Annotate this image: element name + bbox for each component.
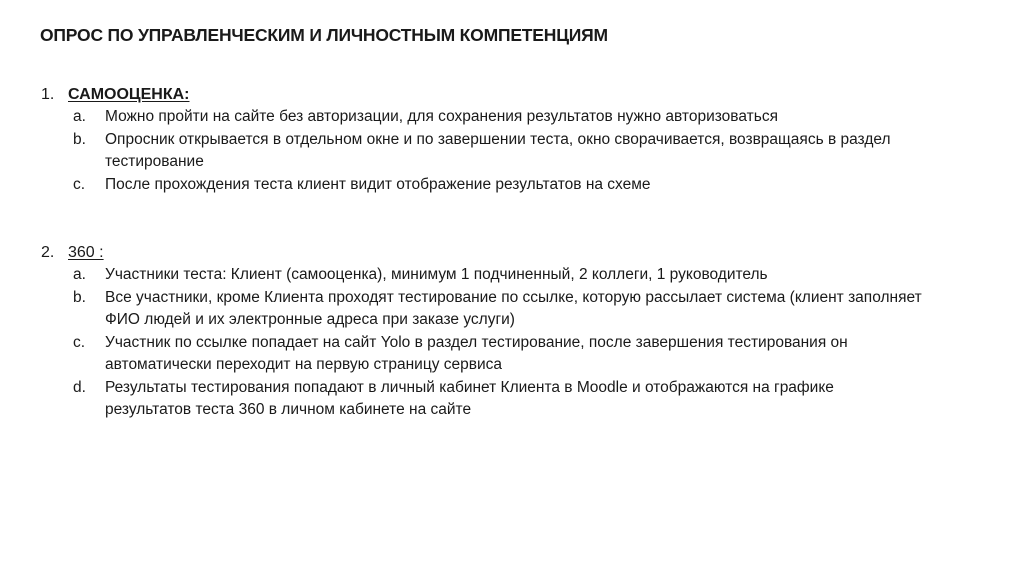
section-self-assessment: [40, 83, 984, 196]
section-360: [40, 241, 984, 422]
item-text: Можно пройти на сайте без авторизации, для сохранения результатов нужно авторизоваться: [105, 108, 778, 125]
list-item: [40, 106, 984, 129]
section-header: [40, 83, 984, 106]
item-text: Все участники, кроме Клиента проходят тестирование по ссылке, которую рассылает система (клиент заполняет ФИО людей и их электронные адреса при заказе услуги): [105, 288, 922, 328]
list-item: [40, 377, 984, 422]
item-letter: b.: [73, 288, 86, 306]
slide-title: ОПРОС ПО УПРАВЛЕНЧЕСКИМ И ЛИЧНОСТНЫМ КОМПЕТЕНЦИЯМ: [40, 25, 608, 45]
list-item: [40, 332, 984, 377]
section-number: 2.: [41, 244, 55, 261]
item-letter: c.: [73, 175, 86, 193]
item-list: [40, 264, 984, 422]
item-letter: d.: [73, 378, 86, 396]
item-list: [40, 106, 984, 196]
item-text: После прохождения теста клиент видит отображение результатов на схеме: [105, 175, 651, 193]
list-item: [40, 129, 984, 174]
item-text: Участник по ссылке попадает на сайт Yolo в раздел тестирование, после завершения тестирования он автоматически переходит на первую страницу сервиса: [105, 333, 848, 373]
section-header: [40, 241, 984, 264]
item-letter: c.: [73, 333, 86, 351]
list-item: [40, 264, 984, 287]
item-letter: b.: [73, 130, 86, 148]
list-item: [40, 174, 984, 197]
item-letter: a.: [73, 266, 86, 283]
item-text: Результаты тестирования попадают в личный кабинет Клиента в Moodle и отображаются на графике результатов теста 360 в личном кабинете на сайте: [105, 378, 834, 418]
list-item: [40, 287, 984, 332]
section-heading: САМООЦЕНКА:: [68, 86, 190, 103]
item-text: Участники теста: Клиент (самооценка), минимум 1 подчиненный, 2 коллеги, 1 руководитель: [105, 266, 768, 283]
section-number: 1.: [41, 86, 55, 103]
section-heading: 360 :: [68, 244, 104, 261]
item-letter: a.: [73, 108, 86, 125]
item-text: Опросник открывается в отдельном окне и по завершении теста, окно сворачивается, возвращаясь в раздел тестирование: [105, 130, 891, 170]
